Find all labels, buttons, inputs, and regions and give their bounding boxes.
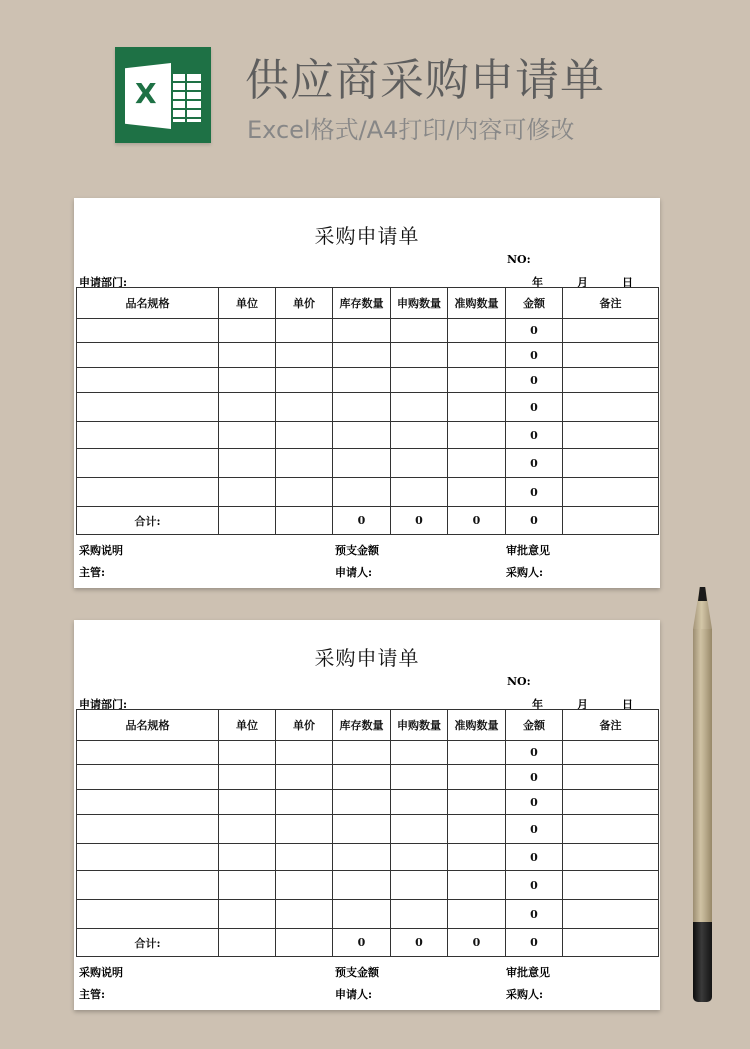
cell-amount[interactable]: 0 xyxy=(506,900,563,929)
department-label: 申请部门: xyxy=(79,276,128,289)
pencil-cap xyxy=(693,922,712,1002)
table-row xyxy=(77,343,659,368)
cell-request-qty[interactable] xyxy=(391,478,448,507)
col-header-approved-qty: 准购数量 xyxy=(448,710,506,741)
cell-item-spec[interactable] xyxy=(77,844,219,871)
cell-approved-qty[interactable] xyxy=(448,478,506,507)
col-header-item-spec: 品名规格 xyxy=(77,710,219,741)
purchase-request-form-2 xyxy=(74,620,660,1010)
cell-unit[interactable] xyxy=(219,368,276,393)
cell-unit-price[interactable] xyxy=(276,368,333,393)
cell-approved-qty[interactable] xyxy=(448,343,506,368)
pencil-icon xyxy=(693,587,712,1005)
col-header-unit: 单位 xyxy=(219,710,276,741)
supervisor-label: 主管: xyxy=(79,566,106,579)
day-label: 日 xyxy=(622,276,633,289)
cell-amount[interactable]: 0 xyxy=(506,871,563,900)
spreadsheet-grid-icon xyxy=(173,74,201,122)
cell-unit-price[interactable] xyxy=(276,343,333,368)
table-row xyxy=(77,368,659,393)
prepay-amount-label: 预支金额 xyxy=(335,966,379,979)
cell-stock-qty[interactable] xyxy=(333,449,391,478)
col-header-request-qty: 申购数量 xyxy=(391,710,448,741)
cell-remarks[interactable] xyxy=(563,844,659,871)
cell-request-qty[interactable] xyxy=(391,871,448,900)
cell-amount[interactable]: 0 xyxy=(506,393,563,422)
cell-request-qty[interactable] xyxy=(391,815,448,844)
applicant-label: 申请人: xyxy=(335,566,373,579)
cell-approved-qty[interactable] xyxy=(448,449,506,478)
cell-amount[interactable]: 0 xyxy=(506,343,563,368)
purchase-note-label: 采购说明 xyxy=(79,966,123,979)
table-header-row xyxy=(77,288,659,319)
table-row xyxy=(77,815,659,844)
cell-unit[interactable] xyxy=(219,741,276,765)
cell-stock-qty[interactable] xyxy=(333,343,391,368)
total-label: 合计: xyxy=(77,929,219,957)
cell-stock-qty[interactable] xyxy=(333,422,391,449)
cell-remarks[interactable] xyxy=(563,393,659,422)
approval-opinion-label: 审批意见 xyxy=(506,544,550,557)
col-header-amount: 金额 xyxy=(506,710,563,741)
cell-remarks[interactable] xyxy=(563,422,659,449)
total-request-qty: 0 xyxy=(391,507,448,535)
table-row xyxy=(77,422,659,449)
cell-approved-qty[interactable] xyxy=(448,844,506,871)
cell-remarks[interactable] xyxy=(563,449,659,478)
cell-approved-qty[interactable] xyxy=(448,422,506,449)
excel-logo-icon xyxy=(115,47,211,143)
cell-approved-qty[interactable] xyxy=(448,765,506,790)
cell-unit[interactable] xyxy=(219,900,276,929)
total-approved-qty: 0 xyxy=(448,929,506,957)
cell-stock-qty[interactable] xyxy=(333,815,391,844)
cell-unit-price[interactable] xyxy=(276,422,333,449)
cell-unit[interactable] xyxy=(219,393,276,422)
cell-unit[interactable] xyxy=(219,790,276,815)
table-row xyxy=(77,449,659,478)
cell-approved-qty[interactable] xyxy=(448,790,506,815)
cell-amount[interactable]: 0 xyxy=(506,844,563,871)
department-label: 申请部门: xyxy=(79,698,128,711)
prepay-amount-label: 预支金额 xyxy=(335,544,379,557)
banner-subtitle: Excel格式/A4打印/内容可修改 xyxy=(247,116,575,144)
cell-approved-qty[interactable] xyxy=(448,900,506,929)
cell-stock-qty[interactable] xyxy=(333,844,391,871)
cell-request-qty[interactable] xyxy=(391,765,448,790)
cell-item-spec[interactable] xyxy=(77,871,219,900)
cell-unit[interactable] xyxy=(219,871,276,900)
cell-unit-price[interactable] xyxy=(276,765,333,790)
col-header-unit-price: 单价 xyxy=(276,710,333,741)
cell-amount[interactable]: 0 xyxy=(506,765,563,790)
table-row xyxy=(77,871,659,900)
cell-remarks[interactable] xyxy=(563,343,659,368)
table-row xyxy=(77,790,659,815)
col-header-approved-qty: 准购数量 xyxy=(448,288,506,319)
cell-approved-qty[interactable] xyxy=(448,871,506,900)
cell-item-spec[interactable] xyxy=(77,368,219,393)
purchaser-label: 采购人: xyxy=(506,566,544,579)
cell-item-spec[interactable] xyxy=(77,422,219,449)
cell-unit[interactable] xyxy=(219,815,276,844)
total-row xyxy=(77,507,659,535)
cell-approved-qty[interactable] xyxy=(448,368,506,393)
cell-unit-price[interactable] xyxy=(276,900,333,929)
cell-remarks[interactable] xyxy=(563,319,659,343)
cell-unit[interactable] xyxy=(219,449,276,478)
cell-unit[interactable] xyxy=(219,478,276,507)
grid-divider xyxy=(185,74,187,122)
pencil-body xyxy=(693,629,712,922)
cell-item-spec[interactable] xyxy=(77,343,219,368)
cell-stock-qty[interactable] xyxy=(333,765,391,790)
cell-unit-price[interactable] xyxy=(276,319,333,343)
cell-unit[interactable] xyxy=(219,844,276,871)
table-row xyxy=(77,900,659,929)
total-amount: 0 xyxy=(506,929,563,957)
col-header-remarks: 备注 xyxy=(563,288,659,319)
cell-item-spec[interactable] xyxy=(77,765,219,790)
cell-stock-qty[interactable] xyxy=(333,319,391,343)
cell-stock-qty[interactable] xyxy=(333,900,391,929)
form-number-label: NO: xyxy=(507,253,531,266)
purchaser-label: 采购人: xyxy=(506,988,544,1001)
excel-x-letter: X xyxy=(135,77,157,110)
month-label: 月 xyxy=(577,276,588,289)
cell-item-spec[interactable] xyxy=(77,900,219,929)
cell-request-qty[interactable] xyxy=(391,393,448,422)
cell-request-qty[interactable] xyxy=(391,790,448,815)
cell-remarks[interactable] xyxy=(563,790,659,815)
form-number-label: NO: xyxy=(507,675,531,688)
cell-stock-qty[interactable] xyxy=(333,368,391,393)
cell-unit-price[interactable] xyxy=(276,844,333,871)
cell-amount[interactable]: 0 xyxy=(506,368,563,393)
cell-remarks[interactable] xyxy=(563,478,659,507)
total-stock-qty: 0 xyxy=(333,507,391,535)
applicant-label: 申请人: xyxy=(335,988,373,1001)
cell-request-qty[interactable] xyxy=(391,343,448,368)
cell-stock-qty[interactable] xyxy=(333,393,391,422)
table-row xyxy=(77,393,659,422)
table-row xyxy=(77,478,659,507)
cell-amount[interactable]: 0 xyxy=(506,449,563,478)
cell-request-qty[interactable] xyxy=(391,319,448,343)
col-header-stock-qty: 库存数量 xyxy=(333,288,391,319)
cell-item-spec[interactable] xyxy=(77,319,219,343)
cell-approved-qty[interactable] xyxy=(448,815,506,844)
col-header-unit: 单位 xyxy=(219,288,276,319)
cell-unit-price[interactable] xyxy=(276,790,333,815)
cell-remarks[interactable] xyxy=(563,741,659,765)
cell-request-qty[interactable] xyxy=(391,900,448,929)
items-table xyxy=(76,709,659,957)
year-label: 年 xyxy=(532,276,543,289)
purchase-note-label: 采购说明 xyxy=(79,544,123,557)
supervisor-label: 主管: xyxy=(79,988,106,1001)
cell-item-spec[interactable] xyxy=(77,741,219,765)
col-header-stock-qty: 库存数量 xyxy=(333,710,391,741)
cell-amount[interactable]: 0 xyxy=(506,478,563,507)
col-header-amount: 金额 xyxy=(506,288,563,319)
cell-stock-qty[interactable] xyxy=(333,871,391,900)
total-unit xyxy=(219,929,276,957)
cell-request-qty[interactable] xyxy=(391,741,448,765)
cell-request-qty[interactable] xyxy=(391,449,448,478)
cell-amount[interactable]: 0 xyxy=(506,422,563,449)
cell-unit-price[interactable] xyxy=(276,871,333,900)
day-label: 日 xyxy=(622,698,633,711)
total-unit xyxy=(219,507,276,535)
table-header-row xyxy=(77,710,659,741)
cell-remarks[interactable] xyxy=(563,368,659,393)
table-row xyxy=(77,319,659,343)
cell-item-spec[interactable] xyxy=(77,393,219,422)
cell-remarks[interactable] xyxy=(563,815,659,844)
cell-item-spec[interactable] xyxy=(77,449,219,478)
total-row xyxy=(77,929,659,957)
cell-request-qty[interactable] xyxy=(391,844,448,871)
cell-approved-qty[interactable] xyxy=(448,741,506,765)
cell-remarks[interactable] xyxy=(563,900,659,929)
cell-unit[interactable] xyxy=(219,319,276,343)
col-header-request-qty: 申购数量 xyxy=(391,288,448,319)
col-header-unit-price: 单价 xyxy=(276,288,333,319)
items-table xyxy=(76,287,659,535)
purchase-request-form-1 xyxy=(74,198,660,588)
banner-title: 供应商采购申请单 xyxy=(245,55,605,106)
cell-unit-price[interactable] xyxy=(276,393,333,422)
col-header-item-spec: 品名规格 xyxy=(77,288,219,319)
table-row xyxy=(77,741,659,765)
cell-amount[interactable]: 0 xyxy=(506,319,563,343)
total-amount: 0 xyxy=(506,507,563,535)
cell-remarks[interactable] xyxy=(563,871,659,900)
cell-request-qty[interactable] xyxy=(391,368,448,393)
cell-amount[interactable]: 0 xyxy=(506,741,563,765)
cell-unit[interactable] xyxy=(219,422,276,449)
approval-opinion-label: 审批意见 xyxy=(506,966,550,979)
cell-approved-qty[interactable] xyxy=(448,393,506,422)
month-label: 月 xyxy=(577,698,588,711)
cell-amount[interactable]: 0 xyxy=(506,790,563,815)
total-remarks xyxy=(563,507,659,535)
table-row xyxy=(77,844,659,871)
total-approved-qty: 0 xyxy=(448,507,506,535)
form-title: 采购申请单 xyxy=(314,646,420,670)
col-header-remarks: 备注 xyxy=(563,710,659,741)
total-unit-price xyxy=(276,507,333,535)
cell-unit[interactable] xyxy=(219,343,276,368)
form-title: 采购申请单 xyxy=(314,224,420,248)
cell-amount[interactable]: 0 xyxy=(506,815,563,844)
cell-approved-qty[interactable] xyxy=(448,319,506,343)
cell-unit-price[interactable] xyxy=(276,741,333,765)
cell-stock-qty[interactable] xyxy=(333,478,391,507)
cell-item-spec[interactable] xyxy=(77,478,219,507)
total-request-qty: 0 xyxy=(391,929,448,957)
cell-item-spec[interactable] xyxy=(77,790,219,815)
cell-stock-qty[interactable] xyxy=(333,790,391,815)
cell-stock-qty[interactable] xyxy=(333,741,391,765)
cell-unit-price[interactable] xyxy=(276,449,333,478)
cell-unit[interactable] xyxy=(219,765,276,790)
cell-unit-price[interactable] xyxy=(276,815,333,844)
cell-remarks[interactable] xyxy=(563,765,659,790)
total-label: 合计: xyxy=(77,507,219,535)
cell-unit-price[interactable] xyxy=(276,478,333,507)
cell-item-spec[interactable] xyxy=(77,815,219,844)
total-unit-price xyxy=(276,929,333,957)
year-label: 年 xyxy=(532,698,543,711)
total-remarks xyxy=(563,929,659,957)
total-stock-qty: 0 xyxy=(333,929,391,957)
table-row xyxy=(77,765,659,790)
cell-request-qty[interactable] xyxy=(391,422,448,449)
